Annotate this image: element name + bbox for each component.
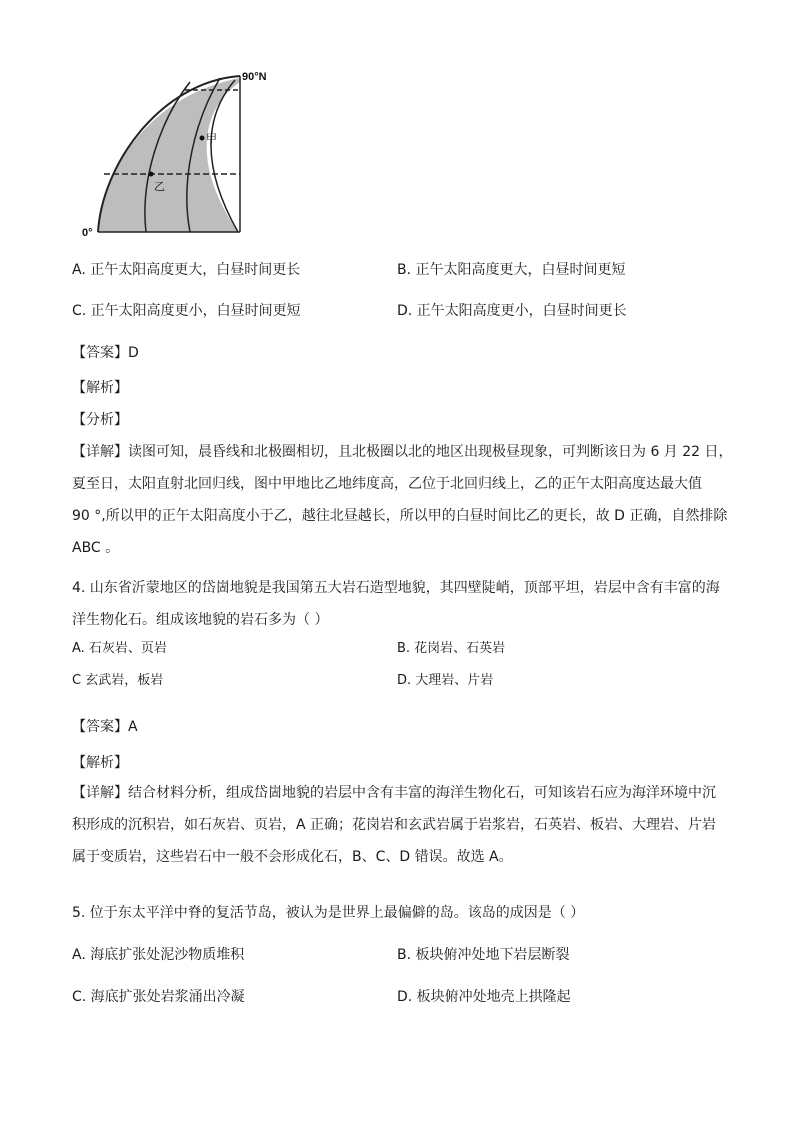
q4-detail-tag: 【详解】 (72, 785, 128, 801)
q5-option-c: C. 海底扩张处岩浆涌出冷凝 (72, 989, 245, 1005)
q4-stem-line-2: 洋生物化石。组成该地貌的岩石多为（ ） (72, 612, 329, 628)
q5-option-a: A. 海底扩张处泥沙物质堆积 (72, 947, 245, 963)
q3-answer-line (72, 343, 139, 363)
q3-answer-value: D (128, 345, 139, 361)
q3-option-d: D. 正午太阳高度更小，白昼时间更长 (397, 303, 627, 319)
q4-stem (72, 572, 722, 636)
q4-option-a: A. 石灰岩、页岩 (72, 641, 167, 656)
q4-option-d: D. 大理岩、片岩 (397, 673, 494, 688)
q4-detail-line-1 (72, 777, 722, 809)
q3-detail-text-1: 读图可知，晨昏线和北极圈相切，且北极圈以北的地区出现极昼现象，可判断该日为 6 月 22 日， (128, 444, 733, 460)
q4-option-c: C 玄武岩，板岩 (72, 673, 164, 688)
shaded-region (98, 78, 240, 232)
label-yi: 乙 (154, 180, 165, 193)
q3-detail-line-2: 夏至日，太阳直射北回归线，图中甲地比乙地纬度高，乙位于北回归线上，乙的正午太阳高度达最大值 (72, 476, 702, 492)
q5-stem: 5. 位于东太平洋中脊的复活节岛，被认为是世界上最偏僻的岛。该岛的成因是（ ） (72, 905, 585, 921)
label-jia: 甲 (206, 132, 217, 145)
q3-analysis-tag: 【解析】 (72, 380, 128, 396)
q4-answer-line (72, 717, 138, 737)
illumination-diagram-svg (80, 70, 280, 240)
q3-answer-tag: 【答案】 (72, 345, 128, 361)
q3-option-c: C. 正午太阳高度更小，白昼时间更短 (72, 303, 301, 319)
q5-option-d: D. 板块俯冲处地壳上拱隆起 (397, 989, 571, 1005)
illumination-diagram (80, 70, 280, 240)
q4-detail-line-2: 积形成的沉积岩，如石灰岩、页岩，A 正确；花岗岩和玄武岩属于岩浆岩，石英岩、板岩、大理岩、片岩 (72, 817, 717, 833)
q3-detail-line-1 (72, 436, 733, 468)
q4-detail-text-1: 结合材料分析，组成岱崮地貌的岩层中含有丰富的海洋生物化石，可知该岩石应为海洋环境中沉 (128, 785, 716, 801)
q3-detail-line-3: 90 °,所以甲的正午太阳高度小于乙，越往北昼越长，所以甲的白昼时间比乙的更长，故 D 正确，自然排除 (72, 508, 728, 524)
label-0deg: 0° (82, 227, 93, 239)
q4-stem-line-1: 4. 山东省沂蒙地区的岱崮地貌是我国第五大岩石造型地貌，其四壁陡峭，顶部平坦，岩层中含有丰富的海 (72, 580, 720, 596)
q4-answer-tag: 【答案】 (72, 719, 128, 735)
point-jia (200, 136, 205, 141)
q4-detail-line-3: 属于变质岩，这些岩石中一般不会形成化石，B、C、D 错误。故选 A。 (72, 849, 513, 865)
q4-answer-value: A (128, 719, 138, 735)
q5-option-b: B. 板块俯冲处地下岩层断裂 (397, 947, 570, 963)
label-90n: 90°N (242, 71, 267, 83)
q4-detail (72, 777, 722, 873)
q3-option-a: A. 正午太阳高度更大，白昼时间更长 (72, 262, 301, 278)
q3-option-b: B. 正午太阳高度更大，白昼时间更短 (397, 262, 626, 278)
q4-analysis-tag: 【解析】 (72, 755, 128, 771)
q4-option-b: B. 花岗岩、石英岩 (397, 641, 506, 656)
q3-fenxi-tag: 【分析】 (72, 412, 128, 428)
point-yi (149, 172, 154, 177)
q3-detail-tag: 【详解】 (72, 444, 128, 460)
q3-detail (72, 436, 733, 564)
q3-detail-line-4: ABC 。 (72, 540, 120, 556)
